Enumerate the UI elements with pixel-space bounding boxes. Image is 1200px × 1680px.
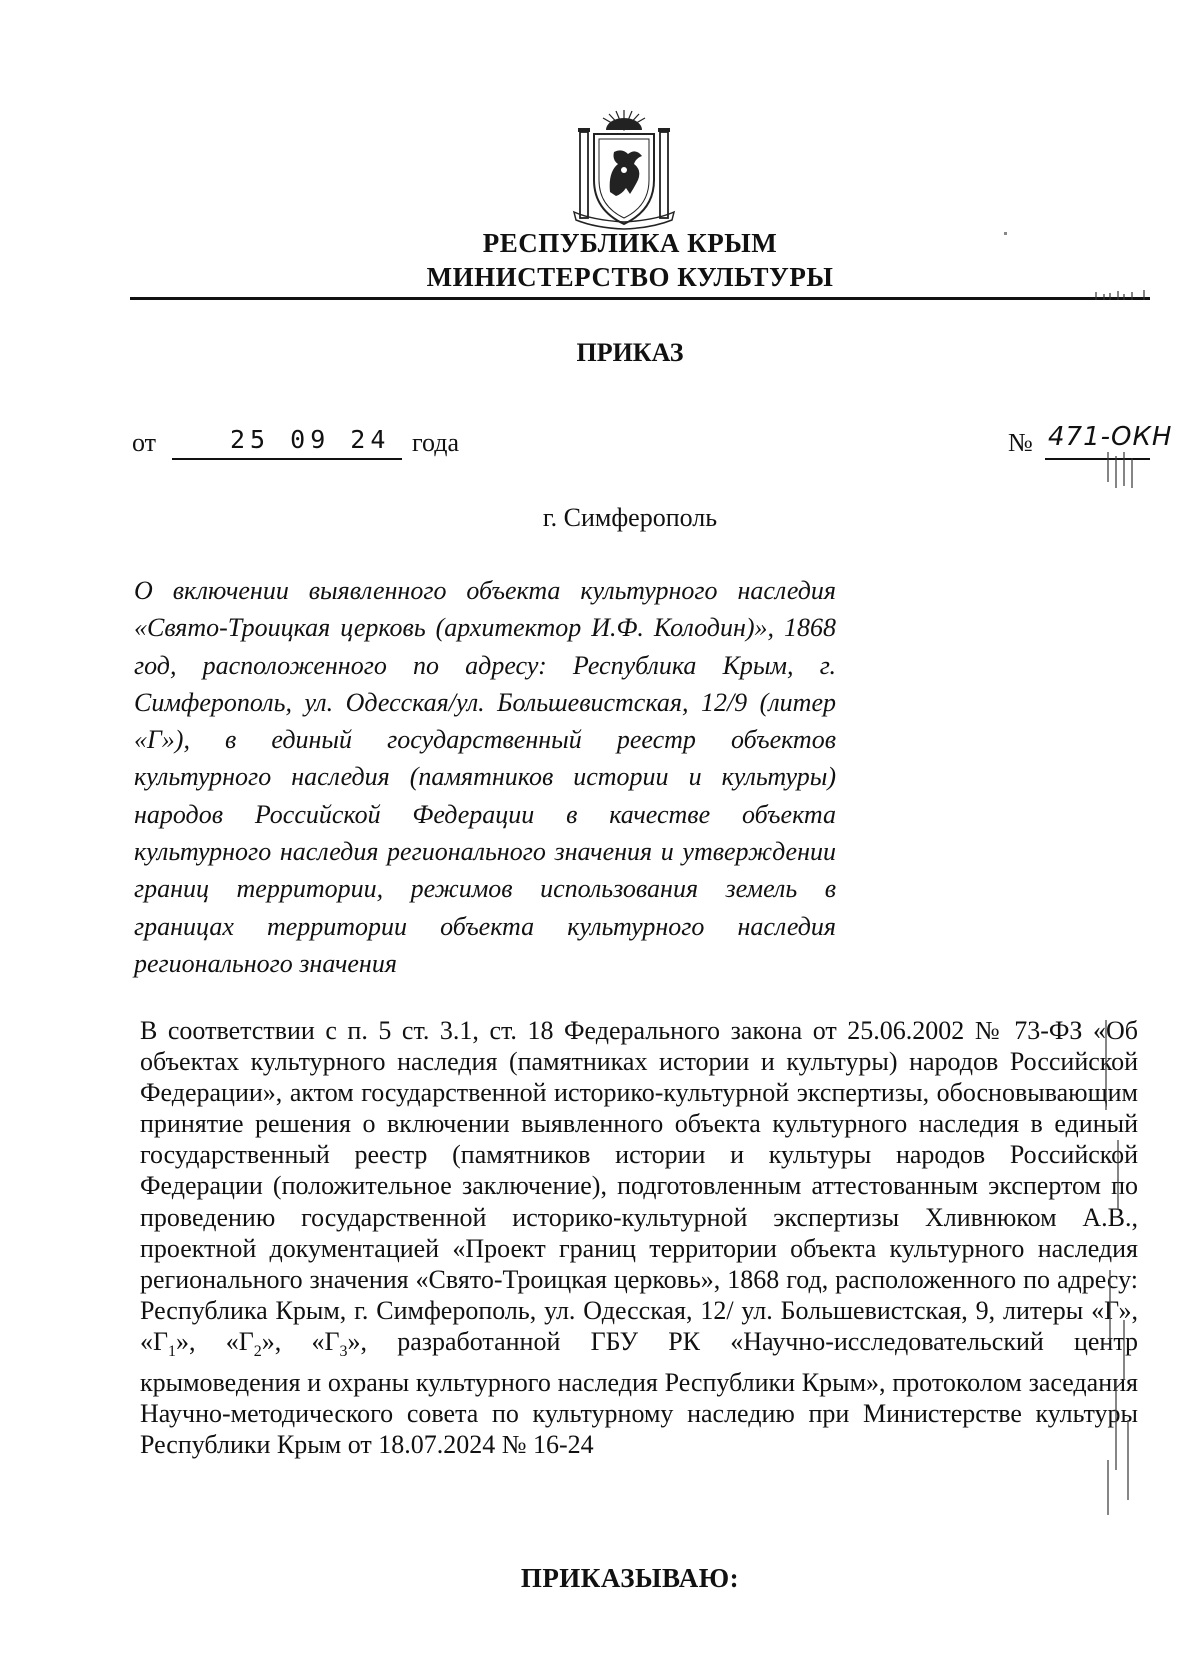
preamble-text-1: В соответствии с п. 5 ст. 3.1, ст. 18 Федерального закона от 25.06.2002 № 73-ФЗ «Об объектах культурного наследия (памятниках истории и культуры) народов Российской Федерации», актом государственной историко-культурной экспертизы, обосновывающим принятие решения о включении выявленного объекта культурного наследия в единый государственный реестр (памятников истории и культуры народов Российской Федерации (положительное заключение), подготовленным аттестованным экспертом по проведению государственной историко-культурной экспертизы Хливнюком А.В., проектной документацией «Проект границ территории объекта культурного наследия регионального значения «Свято-Троицкая церковь», 1868 год, расположенного по адресу: Республика Крым, г. Симферополь, ул. Одесская, 12/ ул. Большевистская, 9, литеры «Г», «Г bbox=[140, 1016, 1138, 1356]
scan-speck bbox=[1004, 232, 1007, 235]
scan-artifact-margin-lines bbox=[1088, 1020, 1148, 1520]
subscript-1: 1 bbox=[168, 1343, 177, 1361]
crimea-coat-of-arms-emblem bbox=[572, 108, 676, 230]
scan-artifact-marks bbox=[1088, 290, 1148, 300]
preamble-text-2: », «Г bbox=[176, 1326, 254, 1356]
document-number: 471-ОКН bbox=[1048, 422, 1173, 452]
order-heading: ПРИКАЗЫВАЮ: bbox=[520, 1563, 740, 1593]
date-suffix: года bbox=[412, 428, 460, 457]
date-value: 25 09 24 bbox=[230, 425, 391, 454]
header-divider bbox=[130, 297, 1150, 300]
date-prefix: от bbox=[132, 428, 157, 457]
preamble-text-4: », разработанной ГБУ РК «Научно-исследовательский центр крымоведения и охраны культурного наследия Республики Крым», протоколом заседания Научно-методического совета по культурному наследию при Министерстве культуры Республики Крым от 18.07.2024 № 16-24 bbox=[140, 1326, 1139, 1460]
preamble-paragraph bbox=[140, 1015, 1138, 1461]
scan-artifact-number bbox=[1102, 452, 1142, 488]
header-region-title: РЕСПУБЛИКА КРЫМ bbox=[482, 228, 778, 258]
city-line: г. Симферополь bbox=[542, 503, 718, 532]
subscript-2: 2 bbox=[253, 1343, 262, 1361]
number-sign: № bbox=[1008, 428, 1033, 457]
preamble-text-3: », «Г bbox=[261, 1326, 340, 1356]
document-type-title: ПРИКАЗ bbox=[576, 338, 684, 367]
subscript-3: 3 bbox=[339, 1343, 348, 1361]
header-ministry-title: МИНИСТЕРСТВО КУЛЬТУРЫ bbox=[426, 262, 834, 292]
date-underline bbox=[172, 458, 402, 460]
order-subject: О включении выявленного объекта культурного наследия «Свято-Троицкая церковь (архитектор И.Ф. Колодин)», 1868 год, расположенного по адресу: Республика Крым, г. Симферополь, ул. Одесская/ул. Большевистская, 12/9 (литер «Г»), в единый государственный реестр объектов культурного наследия (памятников истории и культуры) народов Российской Федерации в качестве объекта культурного наследия регионального значения и утверждении границ территории, режимов использования земель в границах территории объекта культурного наследия регионального значения bbox=[134, 576, 836, 978]
